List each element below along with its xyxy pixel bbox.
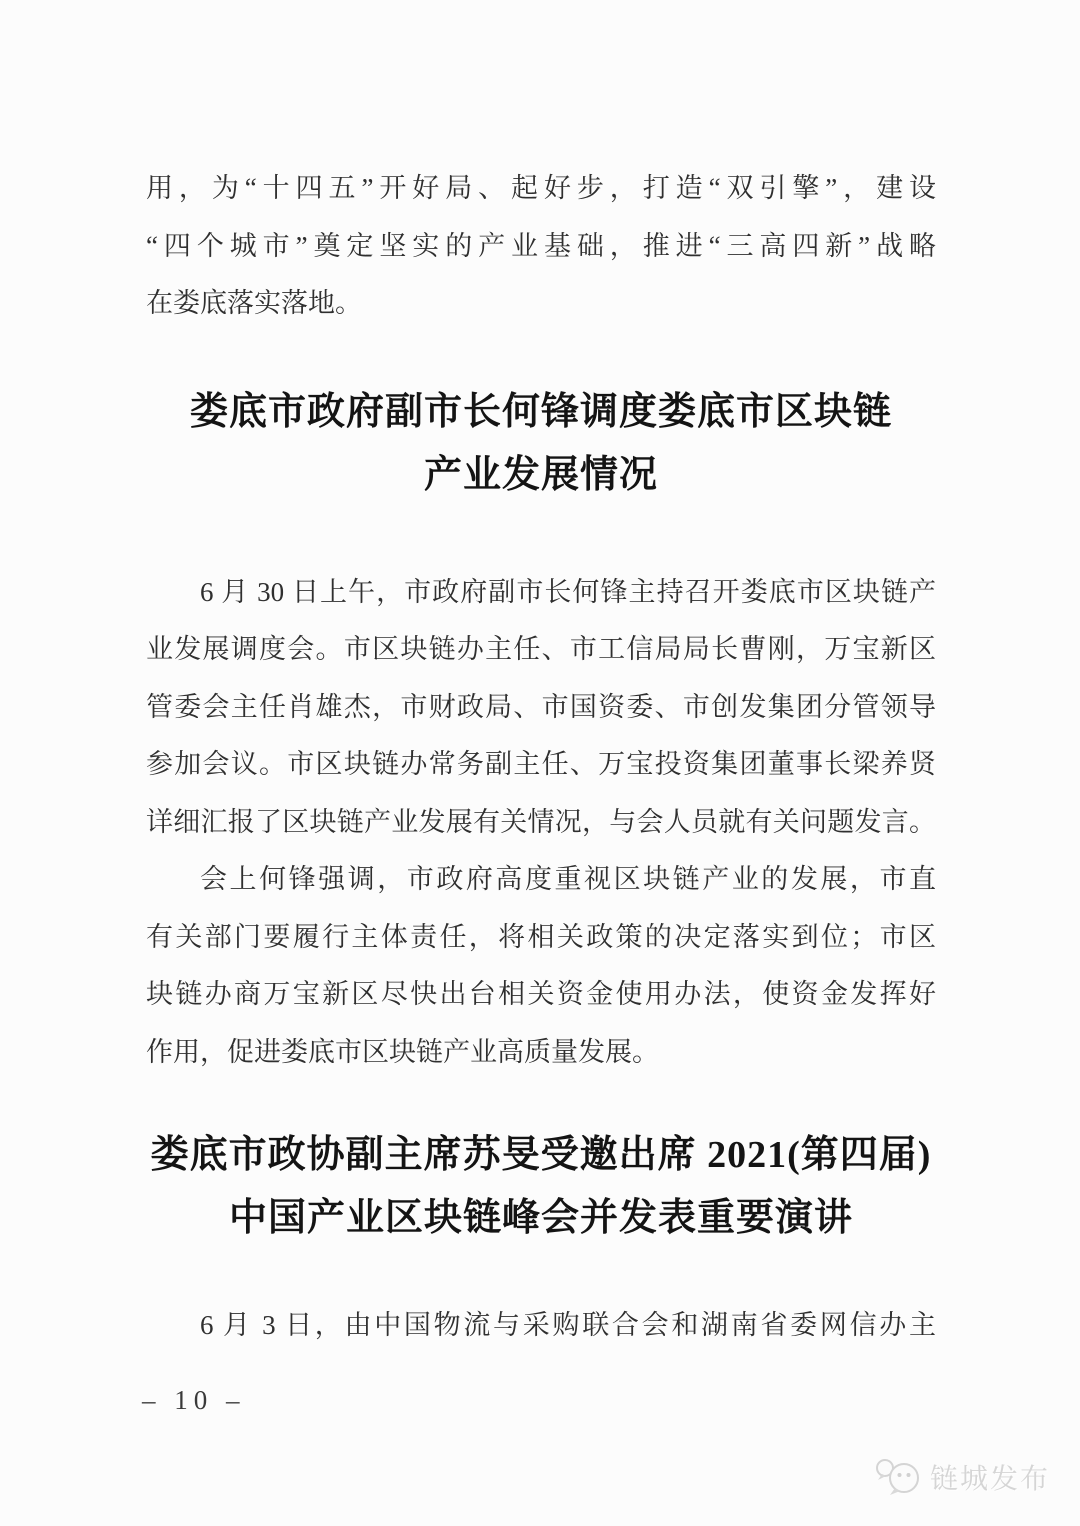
- text-line: 详细汇报了区块链产业发展有关情况，与会人员就有关问题发言。: [146, 806, 936, 837]
- text-line: 用，为“十四五”开好局、起好步，打造“双引擎”，建设: [146, 173, 936, 203]
- publisher-watermark: [874, 1455, 1050, 1499]
- text-line: 6 月 3 日，由中国物流与采购联合会和湖南省委网信办主: [200, 1310, 936, 1340]
- text-line: 会上何锋强调，市政府高度重视区块链产业的发展，市直: [200, 864, 936, 894]
- text-line: 管委会主任肖雄杰，市财政局、市国资委、市创发集团分管领导: [146, 691, 936, 722]
- section-heading-2: [146, 1124, 936, 1250]
- wechat-bubbles-icon: [874, 1455, 924, 1499]
- paragraph-meeting: [146, 564, 936, 852]
- heading-line: 产业发展情况: [423, 453, 658, 496]
- paragraph-continuation: [146, 160, 936, 333]
- text-line: 在娄底落实落地。: [146, 288, 362, 318]
- paragraph-remarks: [146, 851, 936, 1081]
- page-number: – 10 –: [142, 1385, 246, 1415]
- text-line: 参加会议。市区块链办常务副主任、万宝投资集团董事长梁养贤: [146, 749, 936, 779]
- document-content: [146, 160, 936, 1355]
- section-heading-1: [146, 381, 936, 507]
- text-line: 业发展调度会。市区块链办主任、市工信局局长曹刚，万宝新区: [146, 634, 936, 664]
- text-line: “四个城市”奠定坚实的产业基础，推进“三高四新”战略: [146, 230, 936, 261]
- text-line: 作用，促进娄底市区块链产业高质量发展。: [146, 1036, 659, 1067]
- text-line: 有关部门要履行主体责任，将相关政策的决定落实到位；市区: [146, 921, 936, 952]
- text-line: 6 月 30 日上午，市政府副市长何锋主持召开娄底市区块链产: [200, 576, 936, 607]
- text-line: 块链办商万宝新区尽快出台相关资金使用办法，使资金发挥好: [146, 979, 936, 1009]
- heading-line: 中国产业区块链峰会并发表重要演讲: [228, 1197, 853, 1239]
- watermark-label: 链城发布: [929, 1463, 1050, 1494]
- paragraph-summit: [146, 1297, 936, 1355]
- heading-line: 娄底市政府副市长何锋调度娄底市区块链: [189, 390, 892, 433]
- heading-line: 娄底市政协副主席苏旻受邀出席 2021(第四届): [150, 1134, 932, 1176]
